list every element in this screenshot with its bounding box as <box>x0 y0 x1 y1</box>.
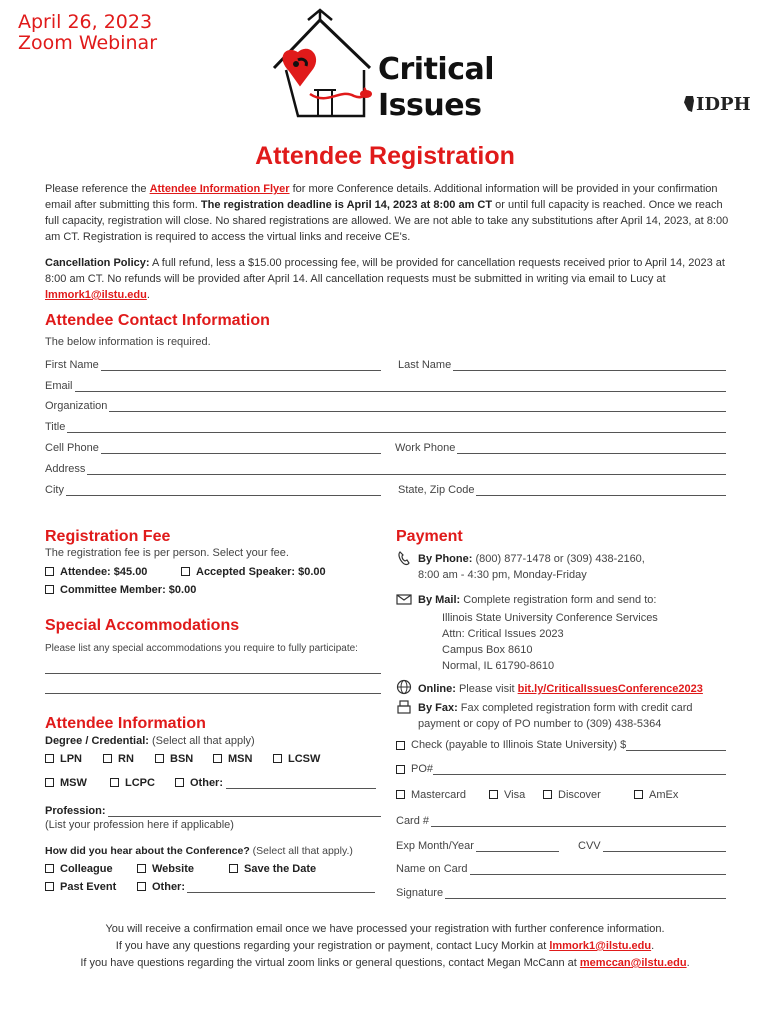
registration-deadline: The registration deadline is April 14, 2023 at 8:00 am CT <box>200 199 493 211</box>
accommodations-heading: Special Accommodations <box>45 617 240 634</box>
checkbox-icon[interactable] <box>273 754 282 763</box>
card-mastercard[interactable] <box>396 789 466 801</box>
checkbox-icon[interactable] <box>489 790 498 799</box>
page-title: Attendee Registration <box>255 142 515 170</box>
degree-other-label: Other: <box>190 777 223 789</box>
degree-rn-label: RN <box>118 753 134 765</box>
mail-icon <box>396 591 412 607</box>
card-amex[interactable] <box>634 789 678 801</box>
heard-other[interactable] <box>137 881 375 893</box>
signature-label: Signature <box>396 887 444 899</box>
checkbox-icon[interactable] <box>229 864 238 873</box>
state-zip-field[interactable] <box>398 482 726 496</box>
event-format: Zoom Webinar <box>18 32 158 54</box>
title-label: Title <box>45 421 66 433</box>
profession-label: Profession: <box>45 805 106 817</box>
degree-lcsw[interactable] <box>273 753 320 765</box>
pay-online <box>418 681 703 697</box>
checkbox-icon[interactable] <box>45 778 54 787</box>
degree-msw[interactable] <box>45 777 87 789</box>
heard-label: How did you hear about the Conference? <box>45 845 250 857</box>
checkbox-icon[interactable] <box>543 790 552 799</box>
footer-line-1: You will receive a confirmation email once we have processed your registration with further conference information. <box>105 923 665 935</box>
state-zip-label: State, Zip Code <box>398 484 475 496</box>
organization-field[interactable] <box>45 398 726 412</box>
mail-text: Complete registration form and send to: <box>460 594 657 606</box>
card-number-label: Card # <box>396 815 430 827</box>
event-date-block <box>18 12 157 54</box>
heard-note: (Select all that apply.) <box>249 845 353 857</box>
city-label: City <box>45 484 64 496</box>
idph-label: IDPH <box>696 94 751 115</box>
heard-save-the-date[interactable] <box>229 863 316 875</box>
fee-note: The registration fee is per person. Select your fee. <box>45 547 289 559</box>
checkbox-icon[interactable] <box>634 790 643 799</box>
first-name-field[interactable] <box>45 357 381 371</box>
phone-label: By Phone: <box>418 553 473 565</box>
degree-msw-label: MSW <box>60 777 87 789</box>
cell-phone-field[interactable] <box>45 440 381 454</box>
footer <box>0 921 770 972</box>
email-field[interactable] <box>45 378 726 392</box>
fee-committee-label: Committee Member: $0.00 <box>60 584 197 596</box>
degree-lcsw-label: LCSW <box>288 753 321 765</box>
accommodations-note: Please list any special accommodations you require to fully participate: <box>45 643 358 654</box>
phone-icon <box>396 550 412 566</box>
degree-lpn[interactable] <box>45 753 82 765</box>
degree-lcpc-label: LCPC <box>125 777 155 789</box>
cancellation-email-link[interactable]: lmmork1@ilstu.edu <box>45 289 147 301</box>
work-phone-label: Work Phone <box>395 442 456 454</box>
pay-by-mail <box>418 592 656 608</box>
logo-word-critical: Critical <box>378 52 495 87</box>
checkbox-icon[interactable] <box>103 754 112 763</box>
fax-icon <box>396 699 412 715</box>
illinois-state-icon <box>684 96 694 112</box>
checkbox-icon[interactable] <box>45 585 54 594</box>
intro-text-c: or until full capacity is reached. Once we reach full capacity, registration will close. No shared registrations are allowed. We are not able to take any substitutions after April 14, 2023, at 8:00 am CT. Registration is required to access the virtual links and receive CE's. <box>45 199 729 243</box>
profession-note: (List your profession here if applicable) <box>45 819 234 831</box>
cancellation-text: A full refund, less a $15.00 processing fee, will be provided for cancellation requests received prior to April 14, 2023 at 8:00 am CT. No refunds will be provided after April 14. All cancellation requests must be submitted in writing via email to Lucy at <box>45 257 725 285</box>
footer-line-2 <box>0 938 770 955</box>
footer-line-3 <box>0 955 770 972</box>
cancellation-end: . <box>146 289 150 301</box>
degree-note: (Select all that apply) <box>148 735 255 747</box>
address-label: Address <box>45 463 86 475</box>
fee-committee-option[interactable] <box>45 584 196 596</box>
checkbox-icon[interactable] <box>213 754 222 763</box>
heard-past-event[interactable] <box>45 881 116 893</box>
accommodations-line-1[interactable] <box>45 673 381 674</box>
online-label: Online: <box>418 683 456 695</box>
po-option[interactable] <box>396 763 726 775</box>
phone-hours: 8:00 am - 4:30 pm, Monday-Friday <box>418 569 587 581</box>
card-mastercard-label: Mastercard <box>411 789 467 801</box>
heard-colleague-label: Colleague <box>60 863 113 875</box>
mail-address-line: Illinois State University Conference Services <box>442 612 658 624</box>
degree-rn[interactable] <box>103 753 134 765</box>
degree-lpn-label: LPN <box>60 753 82 765</box>
profession-field[interactable] <box>45 803 381 817</box>
footer-megan-email-link[interactable]: memccan@ilstu.edu <box>579 957 687 969</box>
footer-line-3-end: . <box>686 957 690 969</box>
checkbox-icon[interactable] <box>181 567 190 576</box>
exp-label: Exp Month/Year <box>396 840 474 852</box>
mail-address <box>442 610 658 674</box>
footer-lucy-email-link[interactable]: lmmork1@ilstu.edu <box>549 940 652 952</box>
degree-msn[interactable] <box>213 753 252 765</box>
address-field[interactable] <box>45 461 726 475</box>
cvv-label: CVV <box>578 840 601 852</box>
mail-label: By Mail: <box>418 594 461 606</box>
card-amex-label: AmEx <box>649 789 679 801</box>
fax-text-2: payment or copy of PO number to (309) 438-5364 <box>418 718 662 730</box>
heard-colleague[interactable] <box>45 863 113 875</box>
attendee-info-heading: Attendee Information <box>45 715 206 732</box>
degree-msn-label: MSN <box>228 753 253 765</box>
event-date: April 26, 2023 <box>18 11 153 33</box>
check-amount-input[interactable] <box>626 740 726 751</box>
critical-issues-logo <box>268 8 508 126</box>
heard-save-the-date-label: Save the Date <box>244 863 317 875</box>
fee-speaker-option[interactable] <box>181 566 326 578</box>
heard-other-label: Other: <box>152 881 185 893</box>
fax-label: By Fax: <box>418 702 458 714</box>
exp-date-field[interactable] <box>396 838 559 852</box>
globe-icon <box>396 679 412 695</box>
schoolhouse-heart-icon <box>268 8 388 126</box>
card-visa-label: Visa <box>504 789 526 801</box>
checkbox-icon[interactable] <box>137 882 146 891</box>
name-on-card-label: Name on Card <box>396 863 468 875</box>
checkbox-icon[interactable] <box>396 741 405 750</box>
organization-label: Organization <box>45 400 108 412</box>
logo-word-issues: Issues <box>378 88 482 123</box>
pay-by-fax <box>418 700 693 732</box>
footer-line-3-text: If you have questions regarding the virtual zoom links or general questions, contact Megan McCann at <box>80 957 580 969</box>
fee-heading: Registration Fee <box>45 528 171 545</box>
heard-past-event-label: Past Event <box>60 881 117 893</box>
last-name-field[interactable] <box>398 357 726 371</box>
degree-bsn[interactable] <box>155 753 193 765</box>
checkbox-icon[interactable] <box>137 864 146 873</box>
po-label: PO# <box>411 763 434 775</box>
mail-address-line: Normal, IL 61790-8610 <box>442 660 555 672</box>
signature-field[interactable] <box>396 885 726 899</box>
po-number-input[interactable] <box>433 764 726 775</box>
cvv-field[interactable] <box>578 838 726 852</box>
checkbox-icon[interactable] <box>45 864 54 873</box>
checkbox-icon[interactable] <box>45 754 54 763</box>
degree-other-input[interactable] <box>226 778 376 789</box>
checkbox-icon[interactable] <box>396 765 405 774</box>
degree-label: Degree / Credential: <box>45 735 149 747</box>
checkbox-icon[interactable] <box>175 778 184 787</box>
fee-speaker-label: Accepted Speaker: $0.00 <box>196 566 326 578</box>
checkbox-icon[interactable] <box>155 754 164 763</box>
work-phone-field[interactable] <box>395 440 726 454</box>
heard-website[interactable] <box>137 863 194 875</box>
checkbox-icon[interactable] <box>45 882 54 891</box>
degree-other[interactable] <box>175 777 376 789</box>
footer-line-2-text: If you have any questions regarding your registration or payment, contact Lucy Morkin at <box>115 940 550 952</box>
city-field[interactable] <box>45 482 381 496</box>
card-discover[interactable] <box>543 789 601 801</box>
fee-attendee-option[interactable] <box>45 566 147 578</box>
payment-heading: Payment <box>396 528 463 545</box>
pay-by-phone <box>418 551 645 583</box>
title-field[interactable] <box>45 419 726 433</box>
card-discover-label: Discover <box>558 789 601 801</box>
email-label: Email <box>45 380 73 392</box>
degree-bsn-label: BSN <box>170 753 194 765</box>
idph-logo <box>684 94 751 115</box>
checkbox-icon[interactable] <box>396 790 405 799</box>
contact-note: The below information is required. <box>45 336 211 348</box>
cell-phone-label: Cell Phone <box>45 442 99 454</box>
degree-lcpc[interactable] <box>110 777 155 789</box>
phone-text: (800) 877-1478 or (309) 438-2160, <box>472 553 645 565</box>
mail-address-line: Attn: Critical Issues 2023 <box>442 628 564 640</box>
intro-paragraph <box>45 181 730 245</box>
attendee-flyer-link[interactable]: Attendee Information Flyer <box>149 183 290 195</box>
last-name-label: Last Name <box>398 359 452 371</box>
cancellation-label: Cancellation Policy: <box>45 257 150 269</box>
cancellation-policy <box>45 255 730 303</box>
fax-text: Fax completed registration form with credit card <box>457 702 693 714</box>
mail-address-line: Campus Box 8610 <box>442 644 533 656</box>
intro-text-b: for more Conference details. Additional information will be provided in your confirmation email after submitting this form. <box>45 183 718 211</box>
first-name-label: First Name <box>45 359 99 371</box>
heard-website-label: Website <box>152 863 194 875</box>
registration-url-link[interactable]: bit.ly/CriticalIssuesConference2023 <box>517 683 703 695</box>
heard-prompt <box>45 845 353 857</box>
heard-other-input[interactable] <box>187 882 375 893</box>
check-label: Check (payable to Illinois State University) $ <box>411 739 627 751</box>
accommodations-line-2[interactable] <box>45 693 381 694</box>
checkbox-icon[interactable] <box>45 567 54 576</box>
check-option[interactable] <box>396 739 726 751</box>
contact-heading: Attendee Contact Information <box>45 312 270 329</box>
card-number-field[interactable] <box>396 813 726 827</box>
name-on-card-field[interactable] <box>396 861 726 875</box>
degree-prompt <box>45 735 255 747</box>
fee-attendee-label: Attendee: $45.00 <box>60 566 148 578</box>
online-text: Please visit <box>455 683 518 695</box>
checkbox-icon[interactable] <box>110 778 119 787</box>
intro-text-a: Please reference the <box>45 183 150 195</box>
footer-line-2-end: . <box>651 940 655 952</box>
card-visa[interactable] <box>489 789 525 801</box>
